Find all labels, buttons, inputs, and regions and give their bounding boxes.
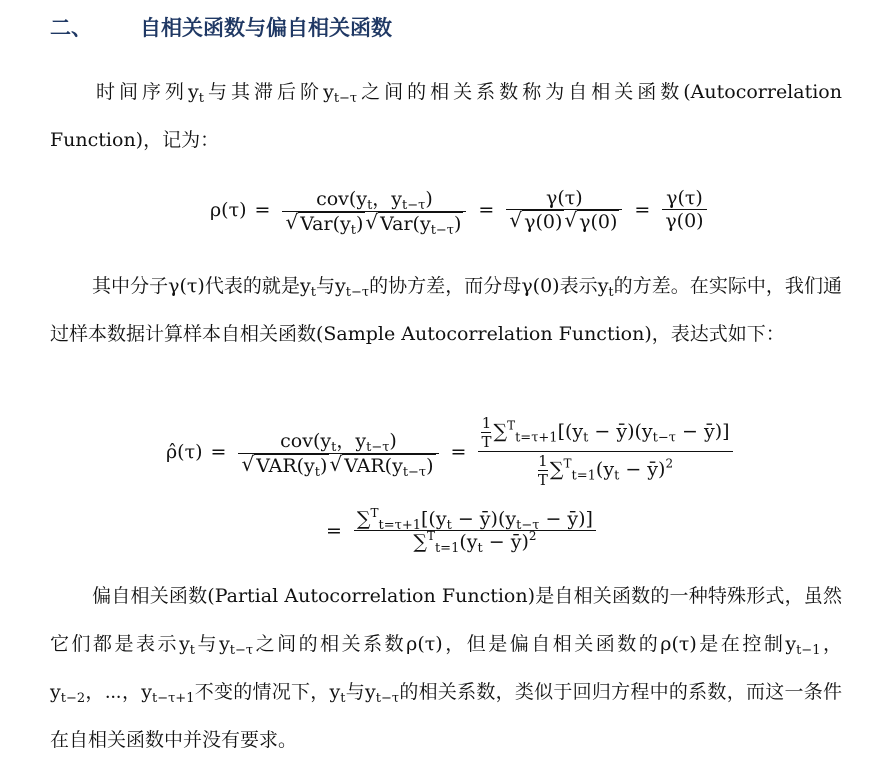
paragraph-acf-definition: 时间序列$y_t$与其滞后阶$y_{t-\tau}$之间的相关系数称为自相关函数(Autocorrelation Function)，记为： [50,81,842,151]
math-yt-tau: $y_{t-\tau}$ [323,81,358,106]
section-heading [50,10,392,44]
equation-sample-acf: ρ̂(τ) = $cov(y_t$，$y_{t-\tau}$) √ $VAR(y_t)$ √ $VAR(y_{t-\tau})$ = $\frac{1}{T}$ $\sum^T_{t=\tau+1}[(y_t$ − $ȳ)(y_{t-\tau}$ − ȳ)] $\frac{1}{T}$ $\sum^T_{t=1}(y_t$ − ȳ)$^2$ [166,414,737,489]
equation-sample-acf-simplified: = $\frac{\sum^T_{t=\tau+1}[(y_t - ȳ)(y_{t-\tau} - ȳ)]}{\sum^T_{t=1}(y_t - ȳ)^2}$ [318,508,600,553]
equation-acf: ρ(τ) = $cov(y_t$，$y_{t-\tau}$) √ $Var(y_t)$ √ $Var(y_{t-\tau})$ = γ(τ) √ γ(0) √ γ(0) = $\frac{\gamma(\tau)}{\gamma(0)}$ [210,184,711,235]
section-title: 自相关函数与偏自相关函数 [140,16,392,40]
paragraph-acf-explanation: 其中分子γ(τ)代表的就是$y_t$与$y_{t-\tau}$的协方差，而分母γ(0)表示$y_t$的方差。在实际中，我们通过样本数据计算样本自相关函数(Sample Autocorrelation Function)，表达式如下： [50,275,842,345]
section-number: 二、 [50,16,92,40]
math-yt: $y_t$ [188,81,205,106]
paragraph-pacf: 偏自相关函数(Partial Autocorrelation Function)是自相关函数的一种特殊形式，虽然它们都是表示$y_t$与$y_{t-\tau}$之间的相关系数ρ(τ)，但是偏自相关函数的ρ(τ)是在控制$y_{t-1}$，$y_{t-2}$，⋯，$y_{t-\tau+1}$不变的情况下，$y_t$与$y_{t-\tau}$的相关系数，类似于回归方程中的系数，而这一条件在自相关函数中并没有要求。 [50,585,842,751]
